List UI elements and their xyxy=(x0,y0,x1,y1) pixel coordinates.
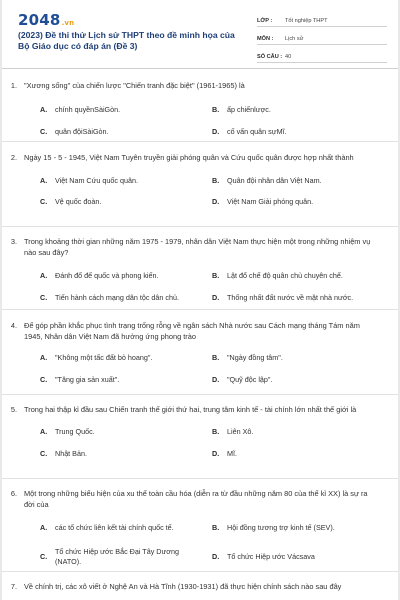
meta-subject: MÔN : Lịch sử xyxy=(257,31,387,45)
question-divider xyxy=(2,309,398,310)
option-a[interactable]: A. Trung Quốc. xyxy=(40,427,95,436)
question-text: "Xương sống" của chiến lược "Chiến tranh đặc biệt" (1961-1965) là xyxy=(24,81,245,90)
option-c[interactable]: C. Tiến hành cách mạng dân tộc dân chủ. xyxy=(40,293,180,302)
question-4 xyxy=(2,320,398,384)
option-b[interactable]: B. "Ngày đồng tâm". xyxy=(212,353,283,362)
option-d[interactable]: D. "Quỹ độc lập". xyxy=(212,375,273,384)
question-number: 5. xyxy=(10,405,17,414)
question-number: 7. xyxy=(10,582,17,591)
option-c[interactable]: C. quân độiSàiGòn. xyxy=(40,127,109,136)
option-c[interactable]: C. Vệ quốc đoàn. xyxy=(40,197,102,206)
option-a[interactable]: A. "Không một tấc đất bỏ hoang". xyxy=(40,353,153,362)
option-d[interactable]: D. cố vấn quân sựMĩ. xyxy=(212,127,287,136)
question-divider xyxy=(2,478,398,479)
option-a[interactable]: A. Việt Nam Cứu quốc quân. xyxy=(40,176,138,185)
option-a[interactable]: A. chính quyềnSàiGòn. xyxy=(40,105,121,114)
question-text: Để góp phần khắc phục tình trạng trống rỗng về ngân sách Nhà nước sau Cách mạng tháng Tám năm 1945, Nhân dân Việt Nam đã hưởng ứng phong trào xyxy=(24,321,360,341)
question-text: Một trong những biểu hiện của xu thế toàn cầu hóa (diễn ra từ đầu những năm 80 của thế kỉ XX) là sự ra đời của xyxy=(24,489,368,509)
option-b[interactable]: B. Lật đổ chế độ quân chủ chuyên chế. xyxy=(212,271,343,280)
question-number: 2. xyxy=(10,153,17,162)
header-divider xyxy=(2,68,398,69)
question-divider xyxy=(2,571,398,572)
option-c[interactable]: C. "Tăng gia sản xuất". xyxy=(40,375,120,384)
option-b[interactable]: B. ấp chiếnlược. xyxy=(212,105,271,114)
question-text: Ngày 15 - 5 - 1945, Việt Nam Tuyên truyền giải phóng quân và Cứu quốc quân được hợp nhất thành xyxy=(24,153,354,162)
question-number: 6. xyxy=(10,489,17,498)
question-divider xyxy=(2,141,398,142)
option-b[interactable]: B. Hội đồng tương trợ kinh tế (SEV). xyxy=(212,523,335,532)
question-7 xyxy=(2,581,398,592)
exam-meta xyxy=(257,13,387,67)
question-divider xyxy=(2,226,398,227)
option-c[interactable]: C. Nhật Bản. xyxy=(40,449,87,458)
question-text: Về chính trị, các xô viết ở Nghệ An và Hà Tĩnh (1930-1931) đã thực hiện chính sách nào sau đây xyxy=(24,582,342,591)
question-1 xyxy=(2,80,398,136)
question-3 xyxy=(2,236,398,302)
option-a[interactable]: A. các tổ chức liên kết tài chính quốc tế. xyxy=(40,523,174,532)
exam-header xyxy=(2,0,398,62)
question-text: Trong hai thập kỉ đầu sau Chiến tranh thế giới thứ hai, trung tâm kinh tế - tài chính lớn nhất thế giới là xyxy=(24,405,357,414)
question-2 xyxy=(2,152,398,206)
question-5 xyxy=(2,404,398,458)
option-c[interactable]: C. Tổ chức Hiệp ước Bắc Đại Tây Dương (NATO). xyxy=(40,547,179,566)
question-text: Trong khoảng thời gian những năm 1975 - 1979, nhân dân Việt Nam thực hiện một trong những nhiệm vụ nào sau đây? xyxy=(24,237,371,257)
question-6 xyxy=(2,488,398,566)
meta-class: LỚP : Tốt nghiệp THPT xyxy=(257,13,387,27)
option-b[interactable]: B. Quân đội nhân dân Việt Nam. xyxy=(212,176,322,185)
option-a[interactable]: A. Đánh đổ đế quốc và phong kiến. xyxy=(40,271,159,280)
meta-question-count: SỐ CÂU : 40 xyxy=(257,49,387,63)
question-divider xyxy=(2,394,398,395)
question-number: 4. xyxy=(10,321,17,330)
option-b[interactable]: B. Liên Xô. xyxy=(212,427,254,436)
option-d[interactable]: D. Việt Nam Giải phóng quân. xyxy=(212,197,314,206)
question-number: 1. xyxy=(10,81,17,90)
option-d[interactable]: D. Tổ chức Hiệp ước Vácsava xyxy=(212,552,315,561)
question-number: 3. xyxy=(10,237,17,246)
exam-title: (2023) Đề thi thử Lịch sử THPT theo đề minh họa của Bộ Giáo dục có đáp án (Đề 3) xyxy=(18,30,235,51)
exam-page xyxy=(2,0,398,600)
option-d[interactable]: D. Mĩ. xyxy=(212,449,237,458)
option-d[interactable]: D. Thống nhất đất nước về mặt nhà nước. xyxy=(212,293,354,302)
site-logo[interactable]: 2048.vn xyxy=(18,11,75,29)
